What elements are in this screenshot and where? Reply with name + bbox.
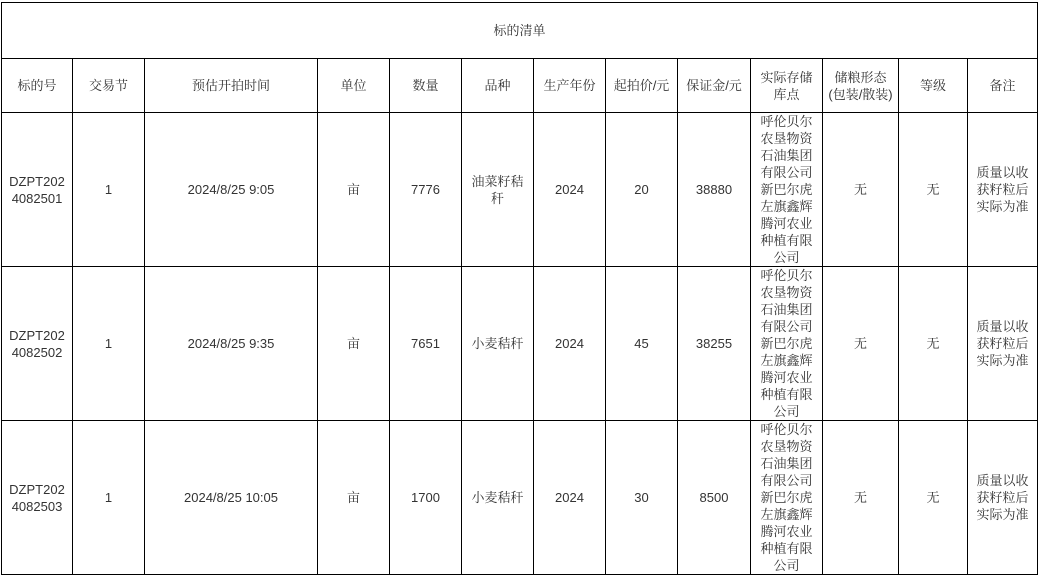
- auction-items-table: [1, 2, 1038, 575]
- cell-trading-session: 1: [73, 267, 145, 421]
- table-title: 标的清单: [2, 3, 1038, 59]
- cell-lot-number: DZPT2024082503: [2, 421, 73, 575]
- cell-grain-storage-form: 无: [823, 421, 899, 575]
- cell-variety: 小麦秸秆: [462, 267, 534, 421]
- cell-trading-session: 1: [73, 421, 145, 575]
- cell-lot-number: DZPT2024082501: [2, 113, 73, 267]
- cell-quantity: 1700: [390, 421, 462, 575]
- cell-unit: 亩: [318, 421, 390, 575]
- cell-actual-storage-location: 呼伦贝尔农垦物资石油集团有限公司新巴尔虎左旗鑫辉腾河农业种植有限公司: [751, 267, 823, 421]
- header-cell-unit: 单位: [318, 59, 390, 113]
- header-cell-quantity: 数量: [390, 59, 462, 113]
- cell-quantity: 7776: [390, 113, 462, 267]
- cell-deposit-yuan: 38880: [678, 113, 751, 267]
- table-row: [2, 113, 1038, 267]
- header-cell-production-year: 生产年份: [534, 59, 606, 113]
- cell-quantity: 7651: [390, 267, 462, 421]
- cell-grain-storage-form: 无: [823, 267, 899, 421]
- cell-production-year: 2024: [534, 421, 606, 575]
- header-cell-remarks: 备注: [968, 59, 1038, 113]
- cell-starting-price-yuan: 45: [606, 267, 678, 421]
- header-row: [2, 59, 1038, 113]
- cell-grade: 无: [899, 267, 968, 421]
- header-cell-trading-session: 交易节: [73, 59, 145, 113]
- cell-starting-price-yuan: 20: [606, 113, 678, 267]
- cell-trading-session: 1: [73, 113, 145, 267]
- header-cell-lot-number: 标的号: [2, 59, 73, 113]
- cell-remarks: 质量以收获籽粒后实际为准: [968, 113, 1038, 267]
- cell-actual-storage-location: 呼伦贝尔农垦物资石油集团有限公司新巴尔虎左旗鑫辉腾河农业种植有限公司: [751, 113, 823, 267]
- header-cell-grade: 等级: [899, 59, 968, 113]
- cell-production-year: 2024: [534, 113, 606, 267]
- table-row: [2, 421, 1038, 575]
- cell-variety: 小麦秸秆: [462, 421, 534, 575]
- cell-grade: 无: [899, 421, 968, 575]
- header-cell-actual-storage-location: 实际存储库点: [751, 59, 823, 113]
- cell-deposit-yuan: 8500: [678, 421, 751, 575]
- cell-unit: 亩: [318, 267, 390, 421]
- cell-actual-storage-location: 呼伦贝尔农垦物资石油集团有限公司新巴尔虎左旗鑫辉腾河农业种植有限公司: [751, 421, 823, 575]
- cell-starting-price-yuan: 30: [606, 421, 678, 575]
- cell-grade: 无: [899, 113, 968, 267]
- header-cell-variety: 品种: [462, 59, 534, 113]
- cell-estimated-auction-time: 2024/8/25 9:05: [145, 113, 318, 267]
- title-row: [2, 3, 1038, 59]
- header-cell-estimated-auction-time: 预估开拍时间: [145, 59, 318, 113]
- header-cell-starting-price-yuan: 起拍价/元: [606, 59, 678, 113]
- cell-production-year: 2024: [534, 267, 606, 421]
- cell-remarks: 质量以收获籽粒后实际为准: [968, 267, 1038, 421]
- cell-remarks: 质量以收获籽粒后实际为准: [968, 421, 1038, 575]
- header-cell-deposit-yuan: 保证金/元: [678, 59, 751, 113]
- cell-variety: 油菜籽秸秆: [462, 113, 534, 267]
- cell-estimated-auction-time: 2024/8/25 9:35: [145, 267, 318, 421]
- cell-deposit-yuan: 38255: [678, 267, 751, 421]
- cell-lot-number: DZPT2024082502: [2, 267, 73, 421]
- cell-unit: 亩: [318, 113, 390, 267]
- cell-grain-storage-form: 无: [823, 113, 899, 267]
- header-cell-grain-storage-form: 储粮形态(包装/散装): [823, 59, 899, 113]
- cell-estimated-auction-time: 2024/8/25 10:05: [145, 421, 318, 575]
- table-row: [2, 267, 1038, 421]
